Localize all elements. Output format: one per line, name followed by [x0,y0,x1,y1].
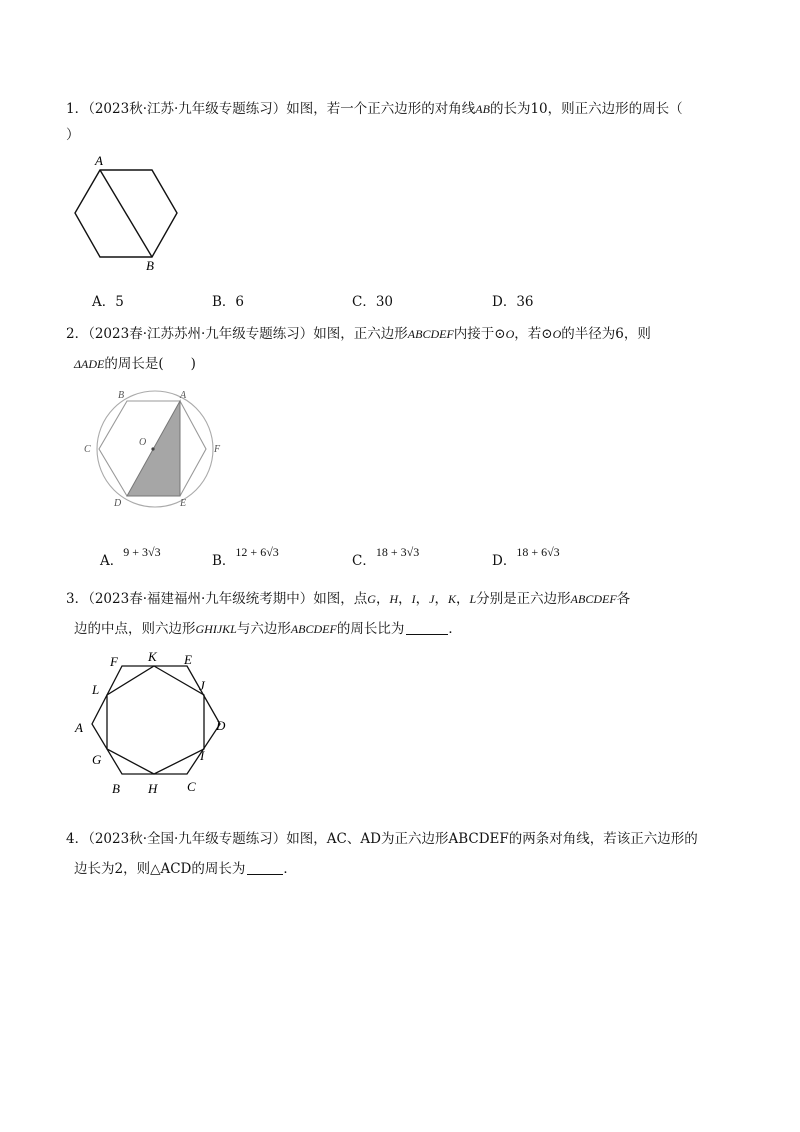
q3-label-e: E [184,652,192,667]
q1-text: ） [66,127,80,143]
q1-option-d[interactable]: D．36 [492,294,534,310]
q3-source: （2023春·福建福州·九年级统考期中） [88,591,314,607]
q3-label-j: J [199,678,205,693]
q1-stem-line2 [66,126,80,144]
q3-label-d: D [216,718,226,733]
q2-stem-line1: 2．（2023春·江苏苏州·九年级专题练习）如图，正六边形ABCDEF内接于⊙O，若⊙O的半径为6，则 [66,326,651,342]
q1-number: 1． [66,101,89,117]
q2-option-a[interactable]: A．9 + 3√3 [100,545,161,569]
q2-triangle-name: ΔADE [74,357,105,371]
q1-source: （2023秋·江苏·九年级专题练习） [88,101,287,117]
q2-polygon-name: ABCDEF [407,327,454,341]
q2-label-e: E [180,498,187,509]
q3-label-i: I [200,748,205,763]
q3-inner-hexagon [107,666,204,774]
q2-stem-line2: ΔADE的周长是( ) [74,356,196,372]
q1-option-c[interactable]: C．30 [352,294,394,310]
q2-source: （2023春·江苏苏州·九年级专题练习） [88,326,314,342]
q4-answer-blank[interactable] [247,861,283,875]
q2-label-a: A [180,390,187,401]
q1-hexagon-figure [60,150,180,273]
q1-option-a[interactable]: A．5 [92,294,124,310]
q1-option-b[interactable]: B．6 [212,294,245,310]
q3-label-h: H [148,781,158,796]
q3-label-g: G [92,752,102,767]
q3-stem-line1: 3．（2023春·福建福州·九年级统考期中）如图，点G，H，I，J，K，L分别是正六边形ABCDEF各 [66,591,631,607]
q2-option-c[interactable]: C．18 + 3√3 [352,545,420,569]
q1-segment: AB [475,102,490,116]
q4-source: （2023秋·全国·九年级专题练习） [88,831,287,847]
q3-label-l: L [92,682,100,697]
q3-number: 3． [66,591,89,607]
q1-label-b: B [146,258,154,273]
q1-option-a-value: 5 [115,294,124,310]
q3-inner-name: GHIJKL [195,622,237,636]
q4-number: 4． [66,831,89,847]
q1-text: 如图，若一个正六边形的对角线 [286,101,476,117]
q2-option-a-value: 9 + 3√3 [123,545,161,559]
q3-label-a: A [75,720,83,735]
q2-number: 2． [66,326,89,342]
q2-option-d[interactable]: D．18 + 6√3 [492,545,560,569]
q3-polygon-name: ABCDEF [570,592,617,606]
q2-label-o: O [139,437,147,448]
q2-option-d-value: 18 + 6√3 [516,545,560,559]
q2-option-b[interactable]: B．12 + 6√3 [212,545,279,569]
q2-label-d: D [114,498,122,509]
q1-diagonal-ab [100,170,152,257]
q3-label-b: B [112,781,120,796]
q2-option-b-value: 12 + 6√3 [235,545,279,559]
q3-stem-line2: 边的中点，则六边形GHIJKL与六边形ABCDEF的周长比为 ． [74,621,462,637]
q3-label-k: K [148,649,157,664]
q2-label-c: C [84,444,91,455]
q3-hexagon-figure [72,648,242,798]
q2-label-b: B [118,390,125,401]
q2-option-c-value: 18 + 3√3 [375,545,420,559]
q3-label-f: F [110,654,118,669]
q1-option-b-value: 6 [235,294,245,310]
q4-stem-line2: 边长为2，则△ACD的周长为 ． [74,861,297,877]
q3-label-c: C [187,779,196,794]
q2-circle-figure [78,382,238,532]
q2-center-point [151,447,154,450]
q1-label-a: A [95,153,103,168]
q1-option-c-value: 30 [375,294,394,310]
q2-label-f: F [214,444,221,455]
q4-stem-line1: 4．（2023秋·全国·九年级专题练习）如图，AC、AD为正六边形ABCDEF的两条对角线，若该正六边形的 [66,831,698,847]
q1-text: 的长为10，则正六边形的周长（ [489,101,683,117]
q2-circle-name: O [505,327,515,341]
q1-option-d-value: 36 [516,294,534,310]
q1-stem-line1 [66,100,683,118]
q3-answer-blank[interactable] [406,621,448,635]
